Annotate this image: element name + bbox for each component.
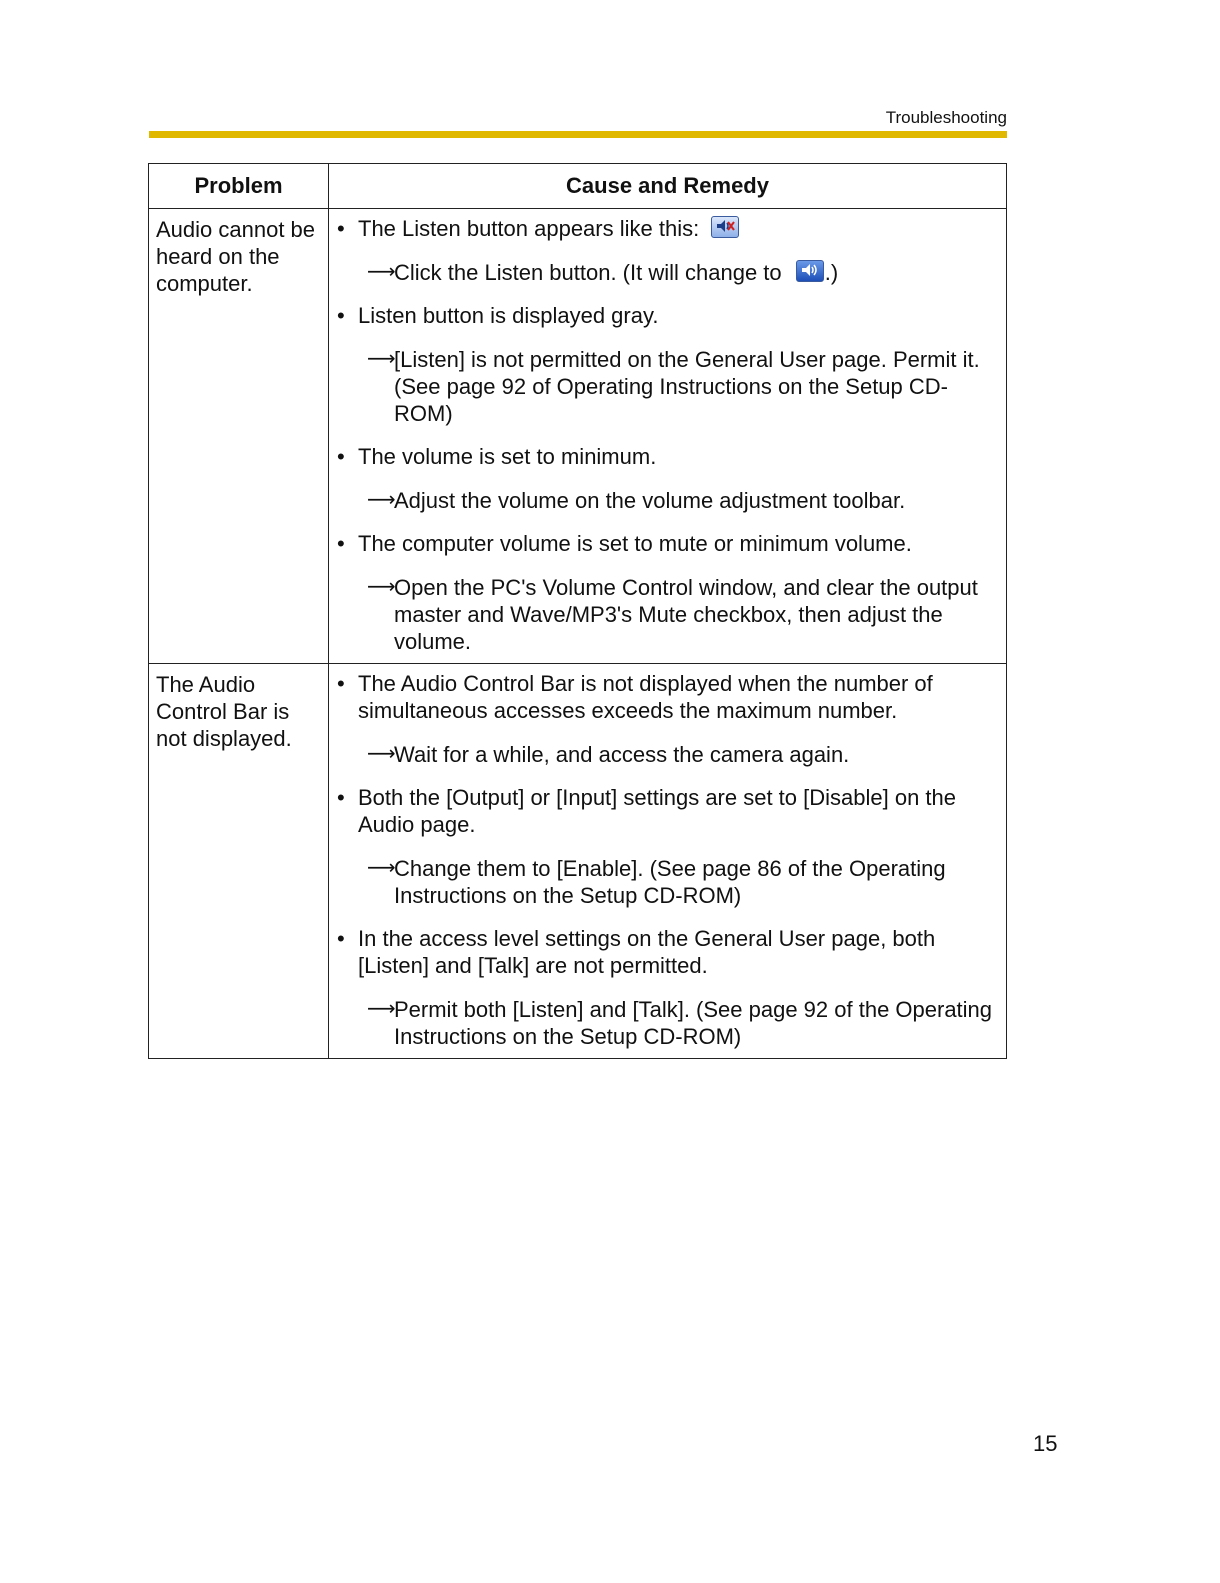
list-item [337, 443, 996, 514]
page-number: 15 [1033, 1431, 1058, 1456]
remedy-cell [329, 664, 1007, 1059]
remedy-text: ⟶ Open the PC's Volume Control window, and clear the output master and Wave/MP3's Mute checkbox, then adjust the volume. [367, 575, 978, 654]
list-item [337, 302, 996, 427]
remedy-cell [329, 209, 1007, 664]
cause-text: • Listen button is displayed gray. [337, 303, 659, 328]
problem-cell: Audio cannot be heard on the computer. [149, 209, 329, 664]
troubleshooting-table [148, 163, 1007, 1059]
remedy-text: ⟶ Permit both [Listen] and [Talk]. (See page 92 of the Operating Instructions on the Setup CD-ROM) [367, 997, 993, 1049]
list-item [337, 784, 996, 909]
column-header-cause-remedy: Cause and Remedy [329, 164, 1007, 209]
list-item [337, 670, 996, 768]
header-rule [149, 131, 1007, 138]
column-header-problem: Problem [149, 164, 329, 209]
table-row [149, 209, 1007, 664]
bullet-icon: • [337, 303, 345, 328]
cause-text: • In the access level settings on the General User page, both [Listen] and [Talk] are not permitted. [337, 926, 936, 978]
bullet-icon: • [337, 444, 345, 469]
cause-text: • Both the [Output] or [Input] settings are set to [Disable] on the Audio page. [337, 785, 957, 837]
bullet-icon: • [337, 531, 345, 556]
arrow-icon: ⟶ [367, 743, 396, 765]
list-item [337, 530, 996, 655]
arrow-icon: ⟶ [367, 998, 396, 1020]
remedy-text: ⟶ Click the Listen button. (It will change to .) [367, 260, 839, 285]
remedy-text: ⟶ Wait for a while, and access the camera again. [367, 742, 850, 767]
cause-text: • The computer volume is set to mute or minimum volume. [337, 531, 912, 556]
cause-text: • The Audio Control Bar is not displayed when the number of simultaneous accesses exceeds the maximum number. [337, 671, 933, 723]
listen-muted-icon [711, 216, 739, 238]
list-item [337, 925, 996, 1050]
table-row [149, 664, 1007, 1059]
arrow-icon: ⟶ [367, 348, 396, 370]
bullet-icon: • [337, 785, 345, 810]
list-item [337, 215, 996, 286]
remedy-text: ⟶ Change them to [Enable]. (See page 86 of the Operating Instructions on the Setup CD-ROM) [367, 856, 946, 908]
bullet-icon: • [337, 671, 345, 696]
arrow-icon: ⟶ [367, 261, 396, 283]
cause-text: • The Listen button appears like this: [337, 215, 996, 242]
arrow-icon: ⟶ [367, 489, 396, 511]
listen-on-icon [796, 260, 824, 282]
arrow-icon: ⟶ [367, 857, 396, 879]
table-header-row [149, 164, 1007, 209]
remedy-text: ⟶ Adjust the volume on the volume adjustment toolbar. [367, 488, 906, 513]
section-title: Troubleshooting [885, 108, 1007, 127]
problem-cell: The Audio Control Bar is not displayed. [149, 664, 329, 1059]
bullet-icon: • [337, 926, 345, 951]
bullet-icon: • [337, 216, 345, 241]
cause-text: • The volume is set to minimum. [337, 444, 657, 469]
arrow-icon: ⟶ [367, 576, 396, 598]
remedy-text: ⟶ [Listen] is not permitted on the General User page. Permit it. (See page 92 of Operating Instructions on the Setup CD-ROM) [367, 347, 980, 426]
